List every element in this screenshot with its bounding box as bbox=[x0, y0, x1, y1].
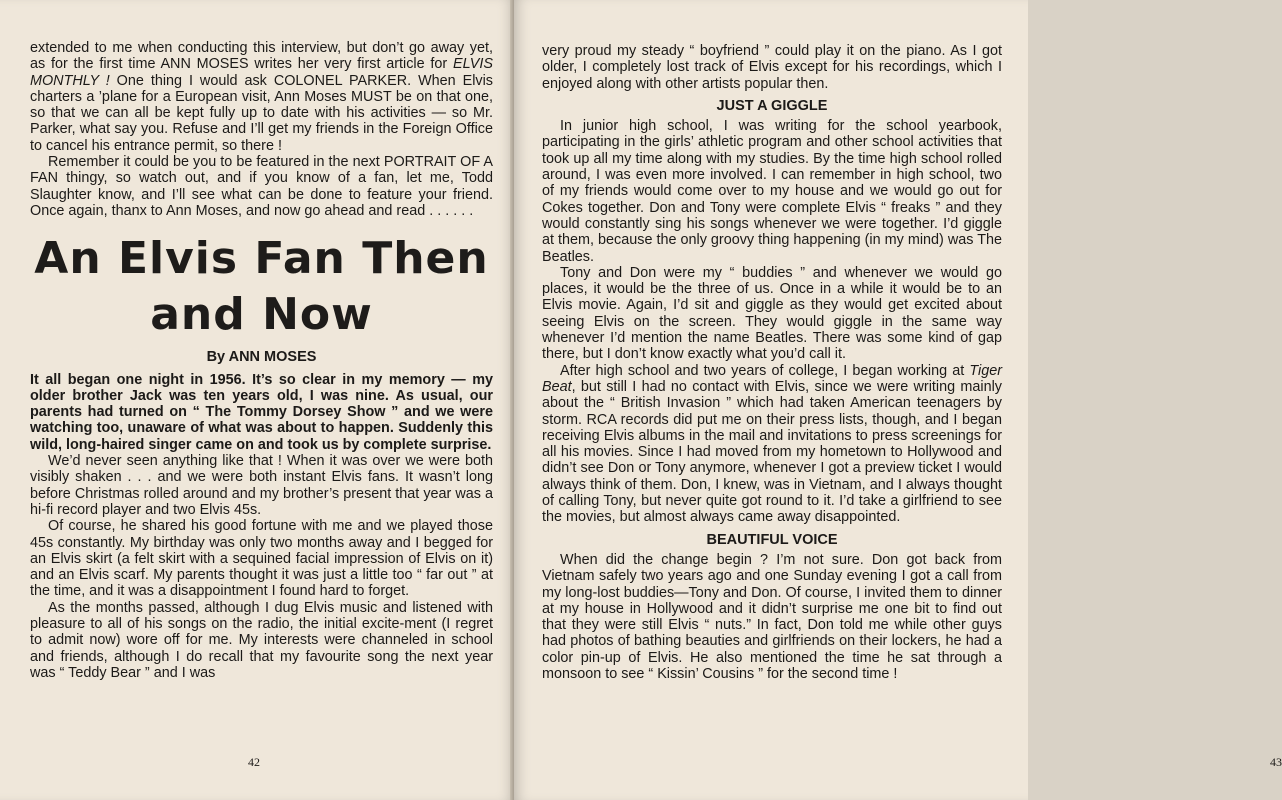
italic-title: Tiger Beat bbox=[542, 362, 1002, 395]
body-paragraph bbox=[30, 600, 493, 681]
section-beautiful-voice bbox=[542, 552, 1002, 682]
headline-line-1: An Elvis Fan Then bbox=[34, 233, 489, 285]
left-column bbox=[30, 40, 493, 681]
paragraph-text: In junior high school, I was writing for the school yearbook, participating in the girls’ athletic program and other school activities that took up all my time along with my studies. By the time high school rolled around, I was even more involved. I can remember in high school, two of my friends would come over to my house and we would go out for Cokes together. Don and Tony were complete Elvis “ freaks ” and they would constantly sing his songs whenever we were together. I’d giggle at them, because the only groovy thing happening (in my mind) was The Beatles. bbox=[542, 118, 1002, 265]
paragraph-text: Tony and Don were my “ buddies ” and whenever we would go places, it would be the three of us. Once in a while it would be to an Elvis movie. Again, I’d sit and giggle as they would get excited about seeing Elvis on the screen. They would giggle in the same way whenever I’d mention the name Beatles. There was some kind of gap there, but I don’t know exactly what you’d call it. bbox=[542, 264, 1002, 363]
giggle-paragraph bbox=[542, 265, 1002, 363]
giggle-paragraph bbox=[542, 118, 1002, 265]
page-number-left: 42 bbox=[248, 755, 260, 769]
section-just-a-giggle bbox=[542, 118, 1002, 525]
right-column bbox=[542, 43, 1002, 682]
paragraph-text: We’d never seen anything like that ! When it was over we were both visibly shaken . . . and we were both instant Elvis fans. It wasn’t long before Christmas rolled around and my brother’s present that year was a hi-fi record player and two Elvis 45s. bbox=[30, 453, 493, 518]
paragraph-text: When did the change begin ? I’m not sure. Don got back from Vietnam safely two years ago and one Sunday evening I got a call from my long-lost buddies—Tony and Don. Of course, I invited them to dinner at my house in Hollywood and it didn’t surprise me one bit to find out that they were still Elvis “ nuts.” In fact, Don told me while other guys had photos of bathing beauties and girlfriends on their lockers, he had a color pin-up of Elvis. He also mentioned the time he sat through a monsoon to see “ Kissin’ Cousins ” for the second time ! bbox=[542, 551, 1002, 682]
paragraph-text: , but still I had no contact with Elvis, since we were writing mainly about the “ British Invasion ” which had taken American teenagers by storm. RCA records did put me on their press lists, though, and I began receiving Elvis albums in the mail and invitations to press screenings for all his movies. Since I had moved from my hometown to Hollywood and didn’t see Don or Tony anymore, whenever I got a preview ticket I would always think of them. Don, I knew, was in Vietnam, and I always thought of calling Tony, but never quite got round to it. I’d take a girlfriend to see the movies, but almost always came away disappointed. bbox=[542, 378, 1002, 526]
paragraph-text: Remember it could be you to be featured in the next PORTRAIT OF A FAN thingy, so watch out, and if you know of a fan, let me, Todd Slaughter know, and I’ll see what can be done to feature your friend. Once again, thanx to Ann Moses, and now go ahead and read . . . . . . bbox=[30, 154, 493, 219]
page-number-right: 43 bbox=[1270, 755, 1282, 769]
intro-paragraph bbox=[30, 154, 493, 219]
paragraph-text: Of course, he shared his good fortune with me and we played those 45s constantly. My birthday was only two months away and I begged for an Elvis skirt (a felt skirt with a sequined facial impression of Elvis on it) and an Elvis scarf. My parents thought it was just a little too “ far out ” at the time, and it was a disappointment I found hard to forget. bbox=[30, 518, 493, 600]
italic-title: ELVIS MONTHLY ! bbox=[30, 56, 493, 89]
headline-line-2: and Now bbox=[150, 289, 373, 341]
subhead-beautiful-voice: BEAUTIFUL VOICE bbox=[706, 531, 838, 548]
voice-paragraph bbox=[542, 552, 1002, 682]
subhead-just-a-giggle: JUST A GIGGLE bbox=[716, 97, 828, 114]
paragraph-text: extended to me when conducting this interview, but don’t go away yet, as for the first time ANN MOSES writes her very first article for bbox=[30, 40, 493, 73]
right-opening-paragraph: very proud my steady “ boyfriend ” could play it on the piano. As I got older, I completely lost track of Elvis except for his recordings, which I enjoyed along with other artists popular then. bbox=[542, 43, 1002, 92]
paragraph-text: One thing I would ask COLONEL PARKER. When Elvis charters a ’plane for a European visit, Ann Moses MUST be on that one, so that we can all be kept fully up to date with his activities — so Mr. Parker, what say you. Refuse and I’ll get my friends in the Foreign Office to cancel his entrance permit, so there ! bbox=[30, 72, 493, 154]
left-body-text bbox=[30, 453, 493, 681]
lead-paragraph: It all began one night in 1956. It’s so clear in my memory — my older brother Jack was ten years old, I was nine. As usual, our parents had turned on “ The Tommy Dorsey Show ” and we were watching too, unaware of what was about to happen. Suddenly this wild, long-haired singer came on and took us by complete surprise. bbox=[30, 371, 493, 453]
left-page bbox=[0, 0, 514, 800]
body-paragraph bbox=[30, 453, 493, 518]
intro-text bbox=[30, 40, 493, 219]
paragraph-text: As the months passed, although I dug Elvis music and listened with pleasure to all of his songs on the radio, the initial excite-ment (I regret to admit now) wore off for me. My interests were channeled in school and friends, although I do recall that my favourite song the next year was “ Teddy Bear ” and I was bbox=[30, 599, 493, 681]
article-headline bbox=[30, 231, 493, 343]
intro-paragraph bbox=[30, 40, 493, 154]
giggle-paragraph bbox=[542, 363, 1002, 526]
byline: By ANN MOSES bbox=[206, 349, 317, 366]
paragraph-text: After high school and two years of college, I began working at bbox=[560, 362, 970, 379]
body-paragraph bbox=[30, 518, 493, 599]
